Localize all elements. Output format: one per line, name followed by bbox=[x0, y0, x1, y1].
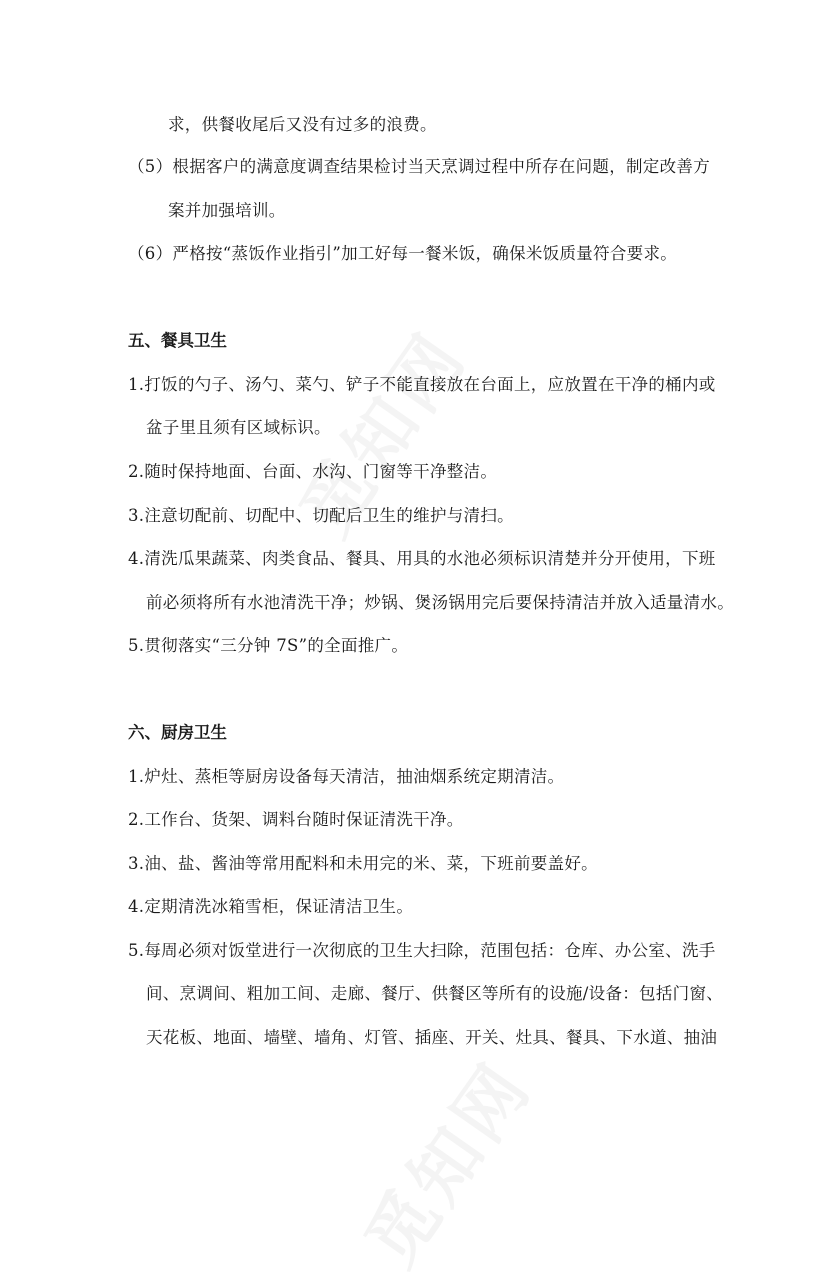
paragraph-line: 求，供餐收尾后又没有过多的浪费。 bbox=[168, 115, 437, 134]
paragraph-line: 天花板、地面、墙壁、墙角、灯管、插座、开关、灶具、餐具、下水道、抽油 bbox=[146, 1028, 718, 1047]
paragraph-line: 案并加强培训。 bbox=[168, 201, 286, 220]
paragraph-line: 2.随时保持地面、台面、水沟、门窗等干净整洁。 bbox=[128, 462, 498, 481]
paragraph-line: 5.每周必须对饭堂进行一次彻底的卫生大扫除，范围包括：仓库、办公室、洗手 bbox=[128, 941, 716, 960]
paragraph-line: 5.贯彻落实“三分钟 7S”的全面推广。 bbox=[128, 636, 409, 655]
section-heading: 五、餐具卫生 bbox=[128, 331, 227, 350]
paragraph-line: 1.打饭的勺子、汤勺、菜勺、铲子不能直接放在台面上，应放置在干净的桶内或 bbox=[128, 375, 716, 394]
section-heading: 六、厨房卫生 bbox=[128, 723, 227, 742]
paragraph-line: 1.炉灶、蒸柜等厨房设备每天清洁，抽油烟系统定期清洁。 bbox=[128, 767, 565, 786]
paragraph-line: 4.定期清洗冰箱雪柜，保证清洁卫生。 bbox=[128, 897, 414, 916]
paragraph-line: 前必须将所有水池清洗干净；炒锅、煲汤锅用完后要保持清洁并放入适量清水。 bbox=[146, 593, 734, 612]
paragraph-line: 间、烹调间、粗加工间、走廊、餐厅、供餐区等所有的设施/设备：包括门窗、 bbox=[146, 984, 724, 1003]
paragraph-line: （5）根据客户的满意度调查结果检讨当天烹调过程中所存在问题，制定改善方 bbox=[128, 157, 710, 176]
paragraph-line: （6）严格按“蒸饭作业指引”加工好每一餐米饭，确保米饭质量符合要求。 bbox=[128, 244, 678, 263]
paragraph-line: 2.工作台、货架、调料台随时保证清洗干净。 bbox=[128, 810, 464, 829]
watermark bbox=[337, 1038, 551, 1283]
paragraph-line: 4.清洗瓜果蔬菜、肉类食品、餐具、用具的水池必须标识清楚并分开使用，下班 bbox=[128, 549, 716, 568]
paragraph-line: 盆子里且须有区域标识。 bbox=[146, 418, 331, 437]
paragraph-line: 3.油、盐、酱油等常用配料和未用完的米、菜，下班前要盖好。 bbox=[128, 854, 598, 873]
paragraph-line: 3.注意切配前、切配中、切配后卫生的维护与清扫。 bbox=[128, 506, 514, 525]
